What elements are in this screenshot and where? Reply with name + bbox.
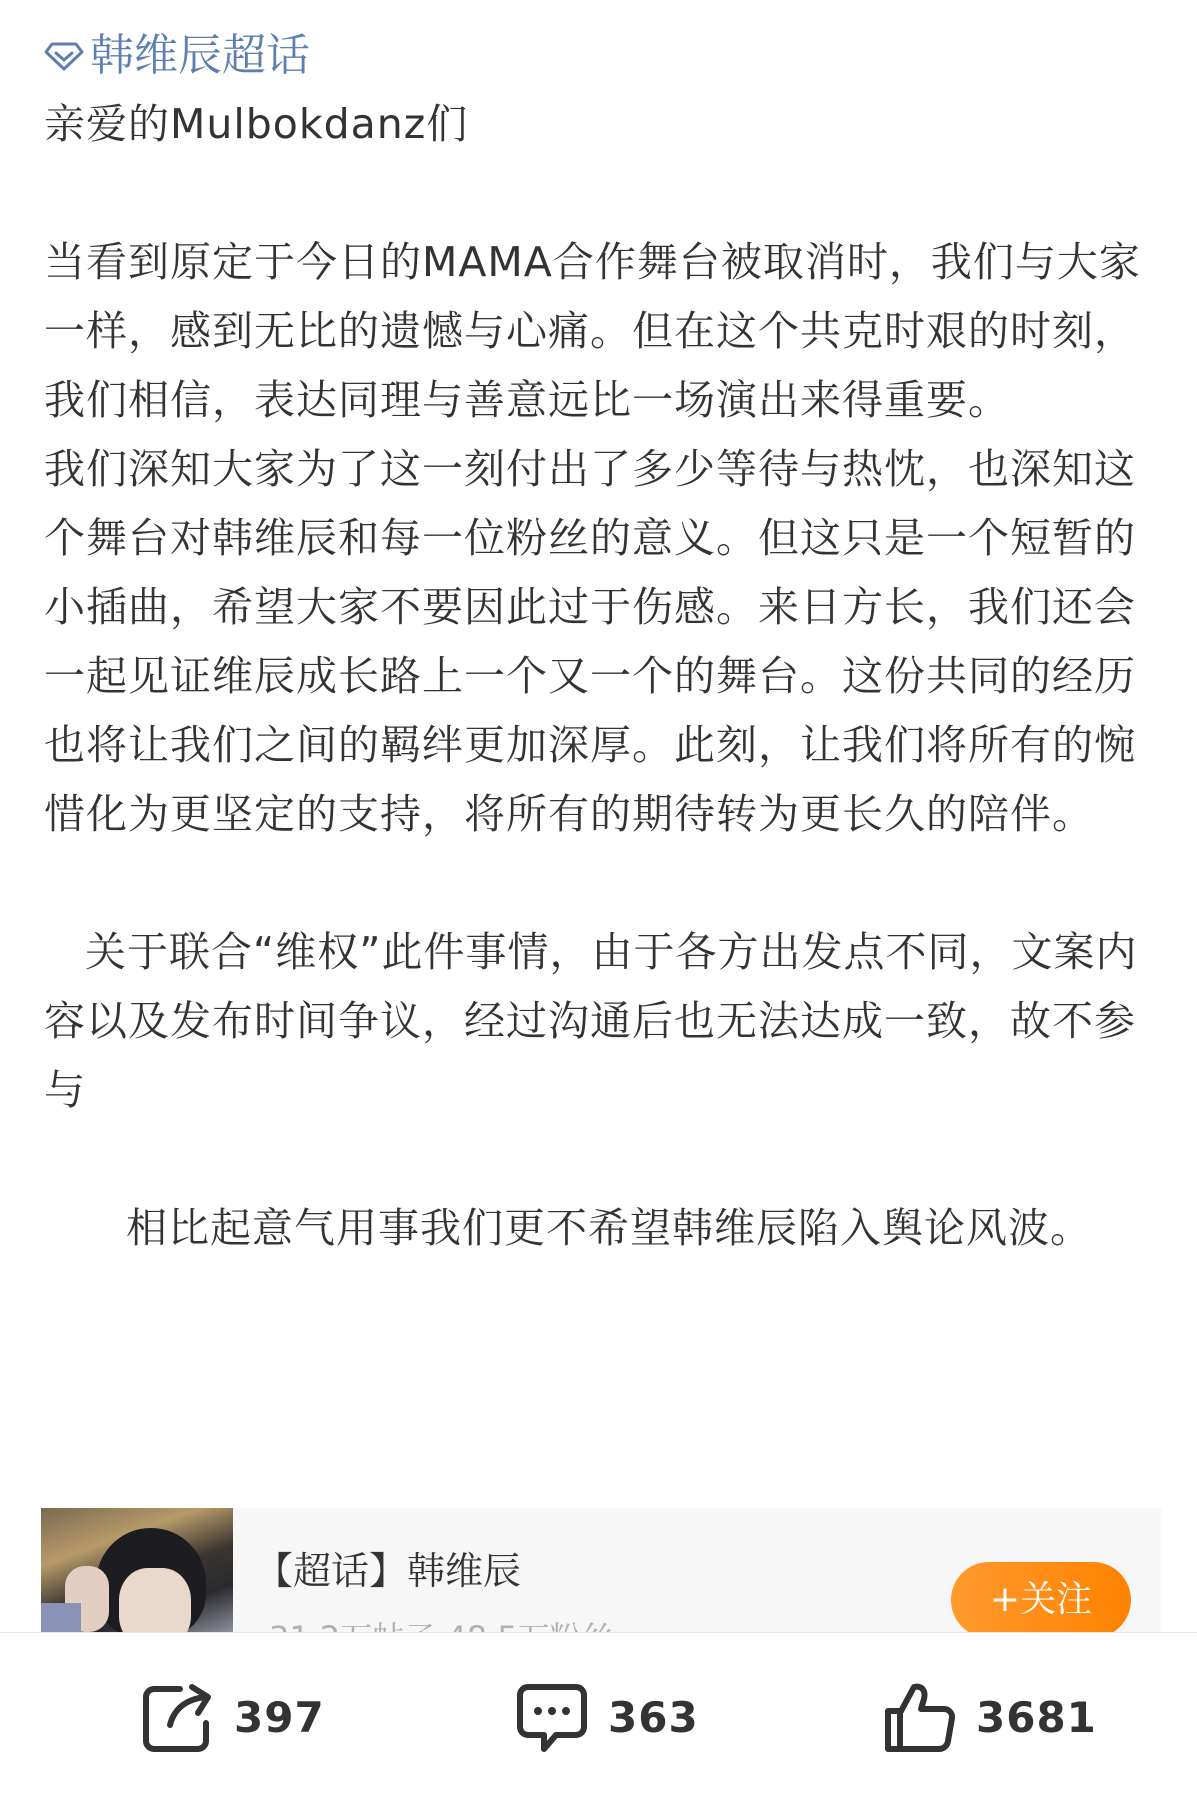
repost-button[interactable] — [140, 1677, 325, 1757]
topic-link[interactable] — [44, 26, 1154, 86]
share-icon — [140, 1679, 216, 1755]
super-topic-card[interactable] — [41, 1508, 1161, 1632]
topic-cover-image — [41, 1508, 233, 1632]
topic-card-title: 【超话】韩维辰 — [255, 1549, 522, 1593]
post-paragraph-2: 我们深知大家为了这一刻付出了多少等待与热忱，也深知这个舞台对韩维辰和每一位粉丝的意义。但这只是一个短暂的小插曲，希望大家不要因此过于伤感。来日方长，我们还会一起见证维辰成长路上一个又一个的舞台。这份共同的经历也将让我们之间的羁绊更加深厚。此刻，让我们将所有的惋惜化为更坚定的支持，将所有的期待转为更长久的陪伴。 — [44, 445, 1136, 838]
post-paragraph-3: 关于联合“维权”此件事情，由于各方出发点不同，文案内容以及发布时间争议，经过沟通后也无法达成一致，故不参与 — [44, 928, 1138, 1114]
comment-count: 363 — [608, 1692, 699, 1742]
comment-icon — [514, 1679, 590, 1755]
post-content — [44, 26, 1154, 1263]
post-paragraph-1: 当看到原定于今日的MAMA合作舞台被取消时，我们与大家一样，感到无比的遗憾与心痛。但在这个共克时艰的时刻，我们相信，表达同理与善意远比一场演出来得重要。 — [44, 238, 1141, 424]
post-body — [44, 90, 1154, 1263]
post-greeting: 亲爱的Mulbokdanz们 — [44, 100, 469, 148]
comment-button[interactable] — [514, 1677, 699, 1757]
repost-count: 397 — [234, 1692, 325, 1742]
action-bar — [0, 1632, 1197, 1797]
topic-label[interactable]: 韩维辰超话 — [90, 30, 310, 81]
like-button[interactable] — [882, 1677, 1097, 1757]
thumbs-up-icon — [882, 1679, 958, 1755]
post-paragraph-4: 相比起意气用事我们更不希望韩维辰陷入舆论风波。 — [126, 1204, 1092, 1252]
like-count: 3681 — [976, 1692, 1097, 1742]
diamond-icon — [44, 41, 84, 71]
follow-button[interactable]: +关注 — [951, 1562, 1131, 1638]
